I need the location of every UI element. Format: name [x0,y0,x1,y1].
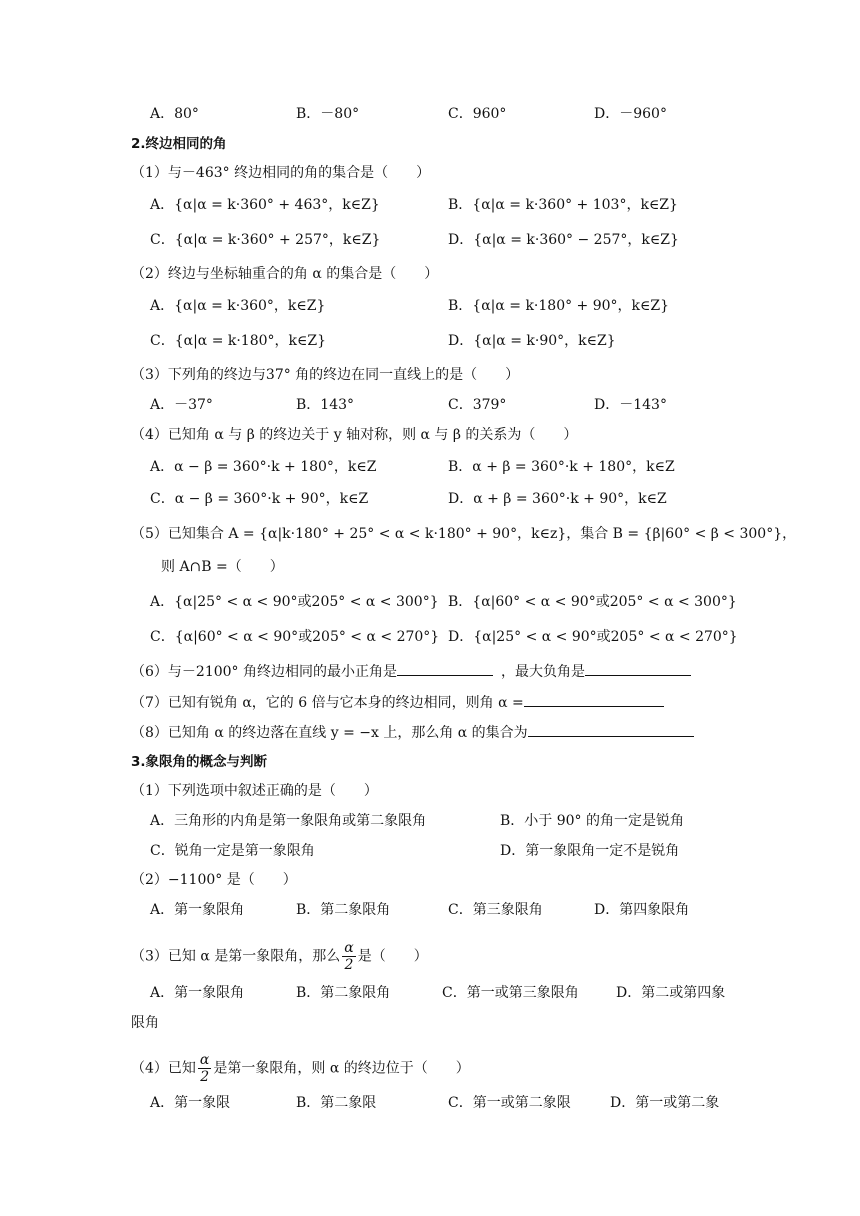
s2q2-option-a: A．{α|α = k·360°，k∈Z} [150,298,326,314]
s3q3-text-2: 是（ ） [357,948,428,965]
s2q3-option-b: B．143° [296,397,355,413]
s2q7 [131,692,664,713]
s2q4-option-c: C．α − β = 360°·k + 90°，k∈Z [150,491,369,507]
s2q2-option-b: B．{α|α = k·180° + 90°，k∈Z} [448,298,670,314]
s2q2-option-c: C．{α|α = k·180°，k∈Z} [150,333,327,349]
s3q3-option-b: B．第二象限角 [296,985,391,1001]
s3q2-option-d: D．第四象限角 [594,902,690,918]
s2q8-blank [528,722,694,737]
s3q4-stem [131,1052,470,1085]
s3q3-fraction [342,940,355,973]
s2q4-option-d: D．α + β = 360°·k + 90°，k∈Z [448,491,667,507]
s3q3-stem [131,940,428,973]
s3q3-option-a: A．第一象限角 [150,985,245,1001]
q1-option-b: B．－80° [296,106,360,122]
s2q5-option-d: D．{α|25° < α < 90°或205° < α < 270°} [448,629,738,645]
s3q4-option-c: C．第一或第二象限 [448,1095,571,1111]
s2q3-option-c: C．379° [448,397,507,413]
s3q1-option-c: C．锐角一定是第一象限角 [150,843,315,859]
s2q6 [131,661,691,682]
s2q5-option-b: B．{α|60° < α < 90°或205° < α < 300°} [448,594,737,610]
s2q6-text-1: （6）与－2100° 角终边相同的最小正角是 [131,664,397,680]
s2q1-option-c: C．{α|α = k·360° + 257°，k∈Z} [150,232,381,248]
s3q1-stem: （1）下列选项中叙述正确的是（ ） [131,783,378,799]
s2q8 [131,722,694,743]
q1-option-c: C．960° [448,106,507,122]
s2q3-option-d: D．－143° [594,397,667,413]
s3q2-option-c: C．第三象限角 [448,902,543,918]
s2q5-option-a: A．{α|25° < α < 90°或205° < α < 300°} [150,594,439,610]
s3q1-option-a: A．三角形的内角是第一象限角或第二象限角 [150,813,427,829]
s3q4-frac-num: α [199,1052,210,1068]
s3q3-text-1: （3）已知 α 是第一象限角，那么 [131,948,341,965]
s2q1-option-d: D．{α|α = k·360° − 257°，k∈Z} [448,232,679,248]
s3q4-text-2: 是第一象限角，则 α 的终边位于（ ） [213,1060,470,1077]
s2q4-option-a: A．α − β = 360°·k + 180°，k∈Z [150,459,377,475]
s3q3-frac-num: α [344,940,354,956]
s2q1-stem: （1）与－463° 终边相同的角的集合是（ ） [131,165,431,181]
s2q5-option-c: C．{α|60° < α < 90°或205° < α < 270°} [150,629,440,645]
q1-option-d: D．－960° [594,106,667,122]
s2q3-option-a: A．－37° [150,397,213,413]
s3q3-option-c: C．第一或第三象限角 [442,985,579,1001]
s2q6-blank-2 [585,661,691,676]
s3q4-frac-den: 2 [200,1069,210,1085]
s2q2-option-d: D．{α|α = k·90°，k∈Z} [448,333,616,349]
s3q3-frac-den: 2 [344,957,354,973]
s2q1-option-a: A．{α|α = k·360° + 463°，k∈Z} [150,197,380,213]
s2q2-stem: （2）终边与坐标轴重合的角 α 的集合是（ ） [131,266,439,282]
s2q3-stem: （3）下列角的终边与37° 角的终边在同一直线上的是（ ） [131,367,520,383]
section-3-title: 3.象限角的概念与判断 [131,754,268,770]
s3q4-option-b: B．第二象限 [296,1095,377,1111]
s3q2-option-b: B．第二象限角 [296,902,391,918]
s2q4-option-b: B．α + β = 360°·k + 180°，k∈Z [448,459,675,475]
section-2-title: 2.终边相同的角 [131,136,227,152]
s3q2-option-a: A．第一象限角 [150,902,245,918]
s3q2-stem: （2）−1100° 是（ ） [131,872,297,888]
s3q4-text-1: （4）已知 [131,1060,196,1077]
s2q6-blank-1 [397,661,493,676]
s2q7-text: （7）已知有锐角 α，它的 6 倍与它本身的终边相同，则角 α = [131,695,524,711]
s3q4-fraction [198,1052,211,1085]
s3q1-option-d: D．第一象限角一定不是锐角 [500,843,680,859]
s3q1-option-b: B．小于 90° 的角一定是锐角 [500,813,685,829]
s3q4-option-a: A．第一象限 [150,1095,231,1111]
s3q3-option-d-wrap: 限角 [131,1015,159,1031]
s2q4-stem: （4）已知角 α 与 β 的终边关于 y 轴对称，则 α 与 β 的关系为（ ） [131,427,578,443]
q1-option-a: A．80° [150,106,199,122]
s2q1-option-b: B．{α|α = k·360° + 103°，k∈Z} [448,197,678,213]
s2q5-stem-cont: 则 A∩B =（ ） [161,559,284,575]
s2q6-text-2: ，最大负角是 [501,664,585,680]
s3q4-option-d: D．第一或第二象 [610,1095,720,1111]
s3q3-option-d: D．第二或第四象 [616,985,726,1001]
s2q5-stem: （5）已知集合 A = {α|k·180° + 25° < α < k·180° + 90°，k∈z}，集合 B = {β|60° < β < 300°}， [131,526,797,542]
s2q8-text: （8）已知角 α 的终边落在直线 y = −x 上，那么角 α 的集合为 [131,725,528,741]
s2q7-blank [524,692,664,707]
